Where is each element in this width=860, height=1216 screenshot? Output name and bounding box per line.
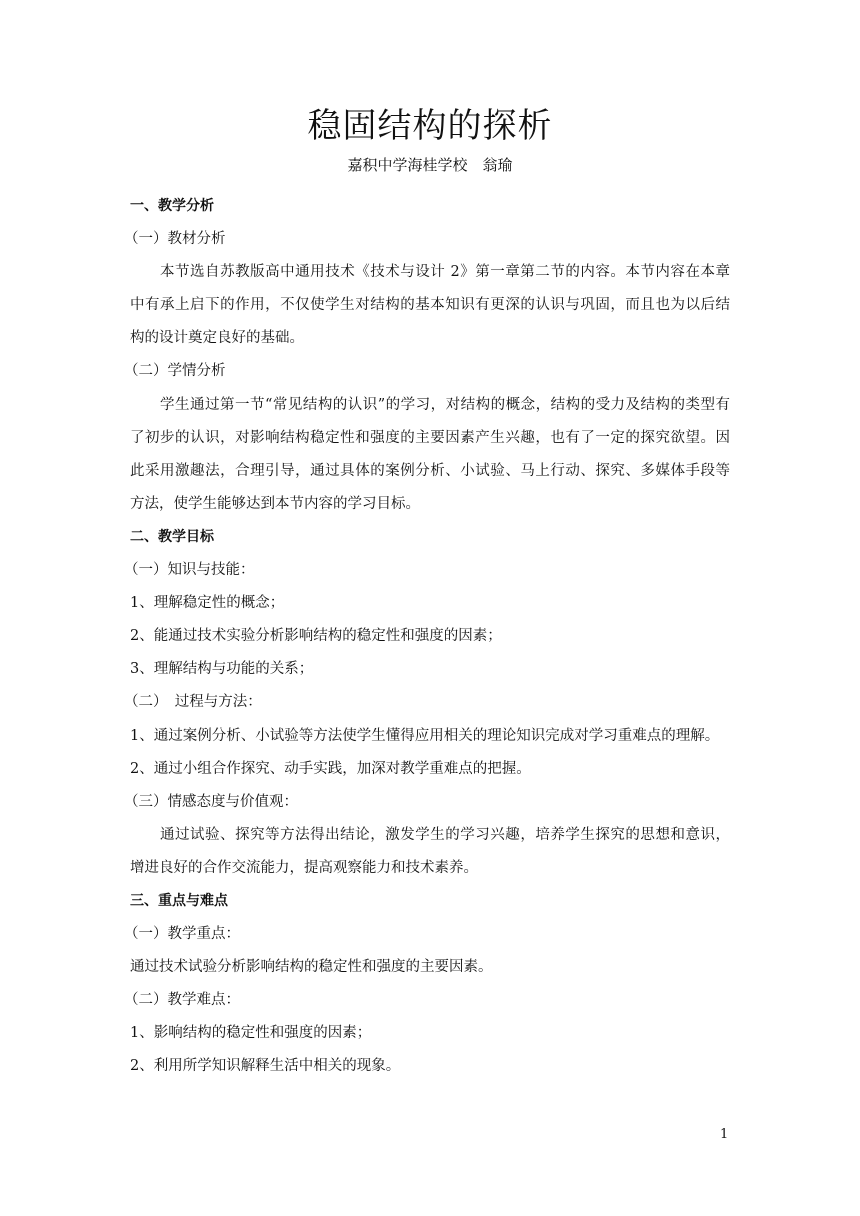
list-item: 3、理解结构与功能的关系； — [130, 661, 314, 678]
subsection-heading-material-analysis: （一）教材分析 — [124, 231, 226, 248]
subsection-heading-attitude-values: （三）情感态度与价值观： — [124, 793, 298, 810]
document-body — [124, 190, 730, 1084]
section-heading-key-points: 三、重点与难点 — [130, 892, 228, 909]
paragraph-line: 此采用激趣法，合理引导，通过具体的案例分析、小试验、马上行动、探究、多媒体手段等 — [130, 462, 730, 479]
section-heading-teaching-goals: 二、教学目标 — [130, 528, 214, 545]
paragraph-line: 中有承上启下的作用，不仅使学生对结构的基本知识有更深的认识与巩固，而且也为以后结 — [130, 297, 730, 314]
document-title: 稳固结构的探析 — [307, 106, 553, 146]
paragraph-line: 通过试验、探究等方法得出结论，激发学生的学习兴趣，培养学生探究的思想和意识， — [160, 826, 730, 843]
section-heading-teaching-analysis: 一、教学分析 — [130, 198, 214, 214]
paragraph-line: 方法，使学生能够达到本节内容的学习目标。 — [130, 495, 420, 512]
subsection-heading-teaching-difficulty: （二）教学难点： — [124, 992, 240, 1009]
page-number: 1 — [720, 1127, 729, 1142]
list-item: 2、利用所学知识解释生活中相关的现象。 — [130, 1058, 401, 1075]
author-line: 嘉积中学海桂学校 翁瑜 — [347, 156, 513, 174]
list-item: 2、能通过技术实验分析影响结构的稳定性和强度的因素； — [130, 628, 502, 645]
subsection-heading-student-analysis: （二）学情分析 — [124, 363, 226, 380]
list-item: 2、通过小组合作探究、动手实践，加深对教学重难点的把握。 — [130, 760, 531, 777]
paragraph-line: 通过技术试验分析影响结构的稳定性和强度的主要因素。 — [130, 959, 493, 976]
paragraph-line: 了初步的认识，对影响结构稳定性和强度的主要因素产生兴趣，也有了一定的探究欲望。因 — [130, 429, 730, 446]
paragraph-line: 本节选自苏教版高中通用技术《技术与设计 2》第一章第二节的内容。本节内容在本章 — [160, 264, 730, 281]
subsection-heading-teaching-focus: （一）教学重点： — [124, 926, 240, 943]
paragraph-line: 学生通过第一节“常见结构的认识”的学习，对结构的概念，结构的受力及结构的类型有 — [160, 396, 730, 413]
list-item: 1、影响结构的稳定性和强度的因素； — [130, 1025, 372, 1042]
subsection-heading-knowledge-skills: （一）知识与技能： — [124, 562, 255, 579]
list-item: 1、通过案例分析、小试验等方法使学生懂得应用相关的理论知识完成对学习重难点的理解。 — [130, 727, 720, 744]
paragraph-line: 增进良好的合作交流能力，提高观察能力和技术素养。 — [130, 859, 478, 876]
paragraph-line: 构的设计奠定良好的基础。 — [130, 330, 304, 347]
list-item: 1、理解稳定性的概念； — [130, 595, 285, 612]
subsection-heading-process-methods: （二） 过程与方法： — [124, 694, 262, 711]
